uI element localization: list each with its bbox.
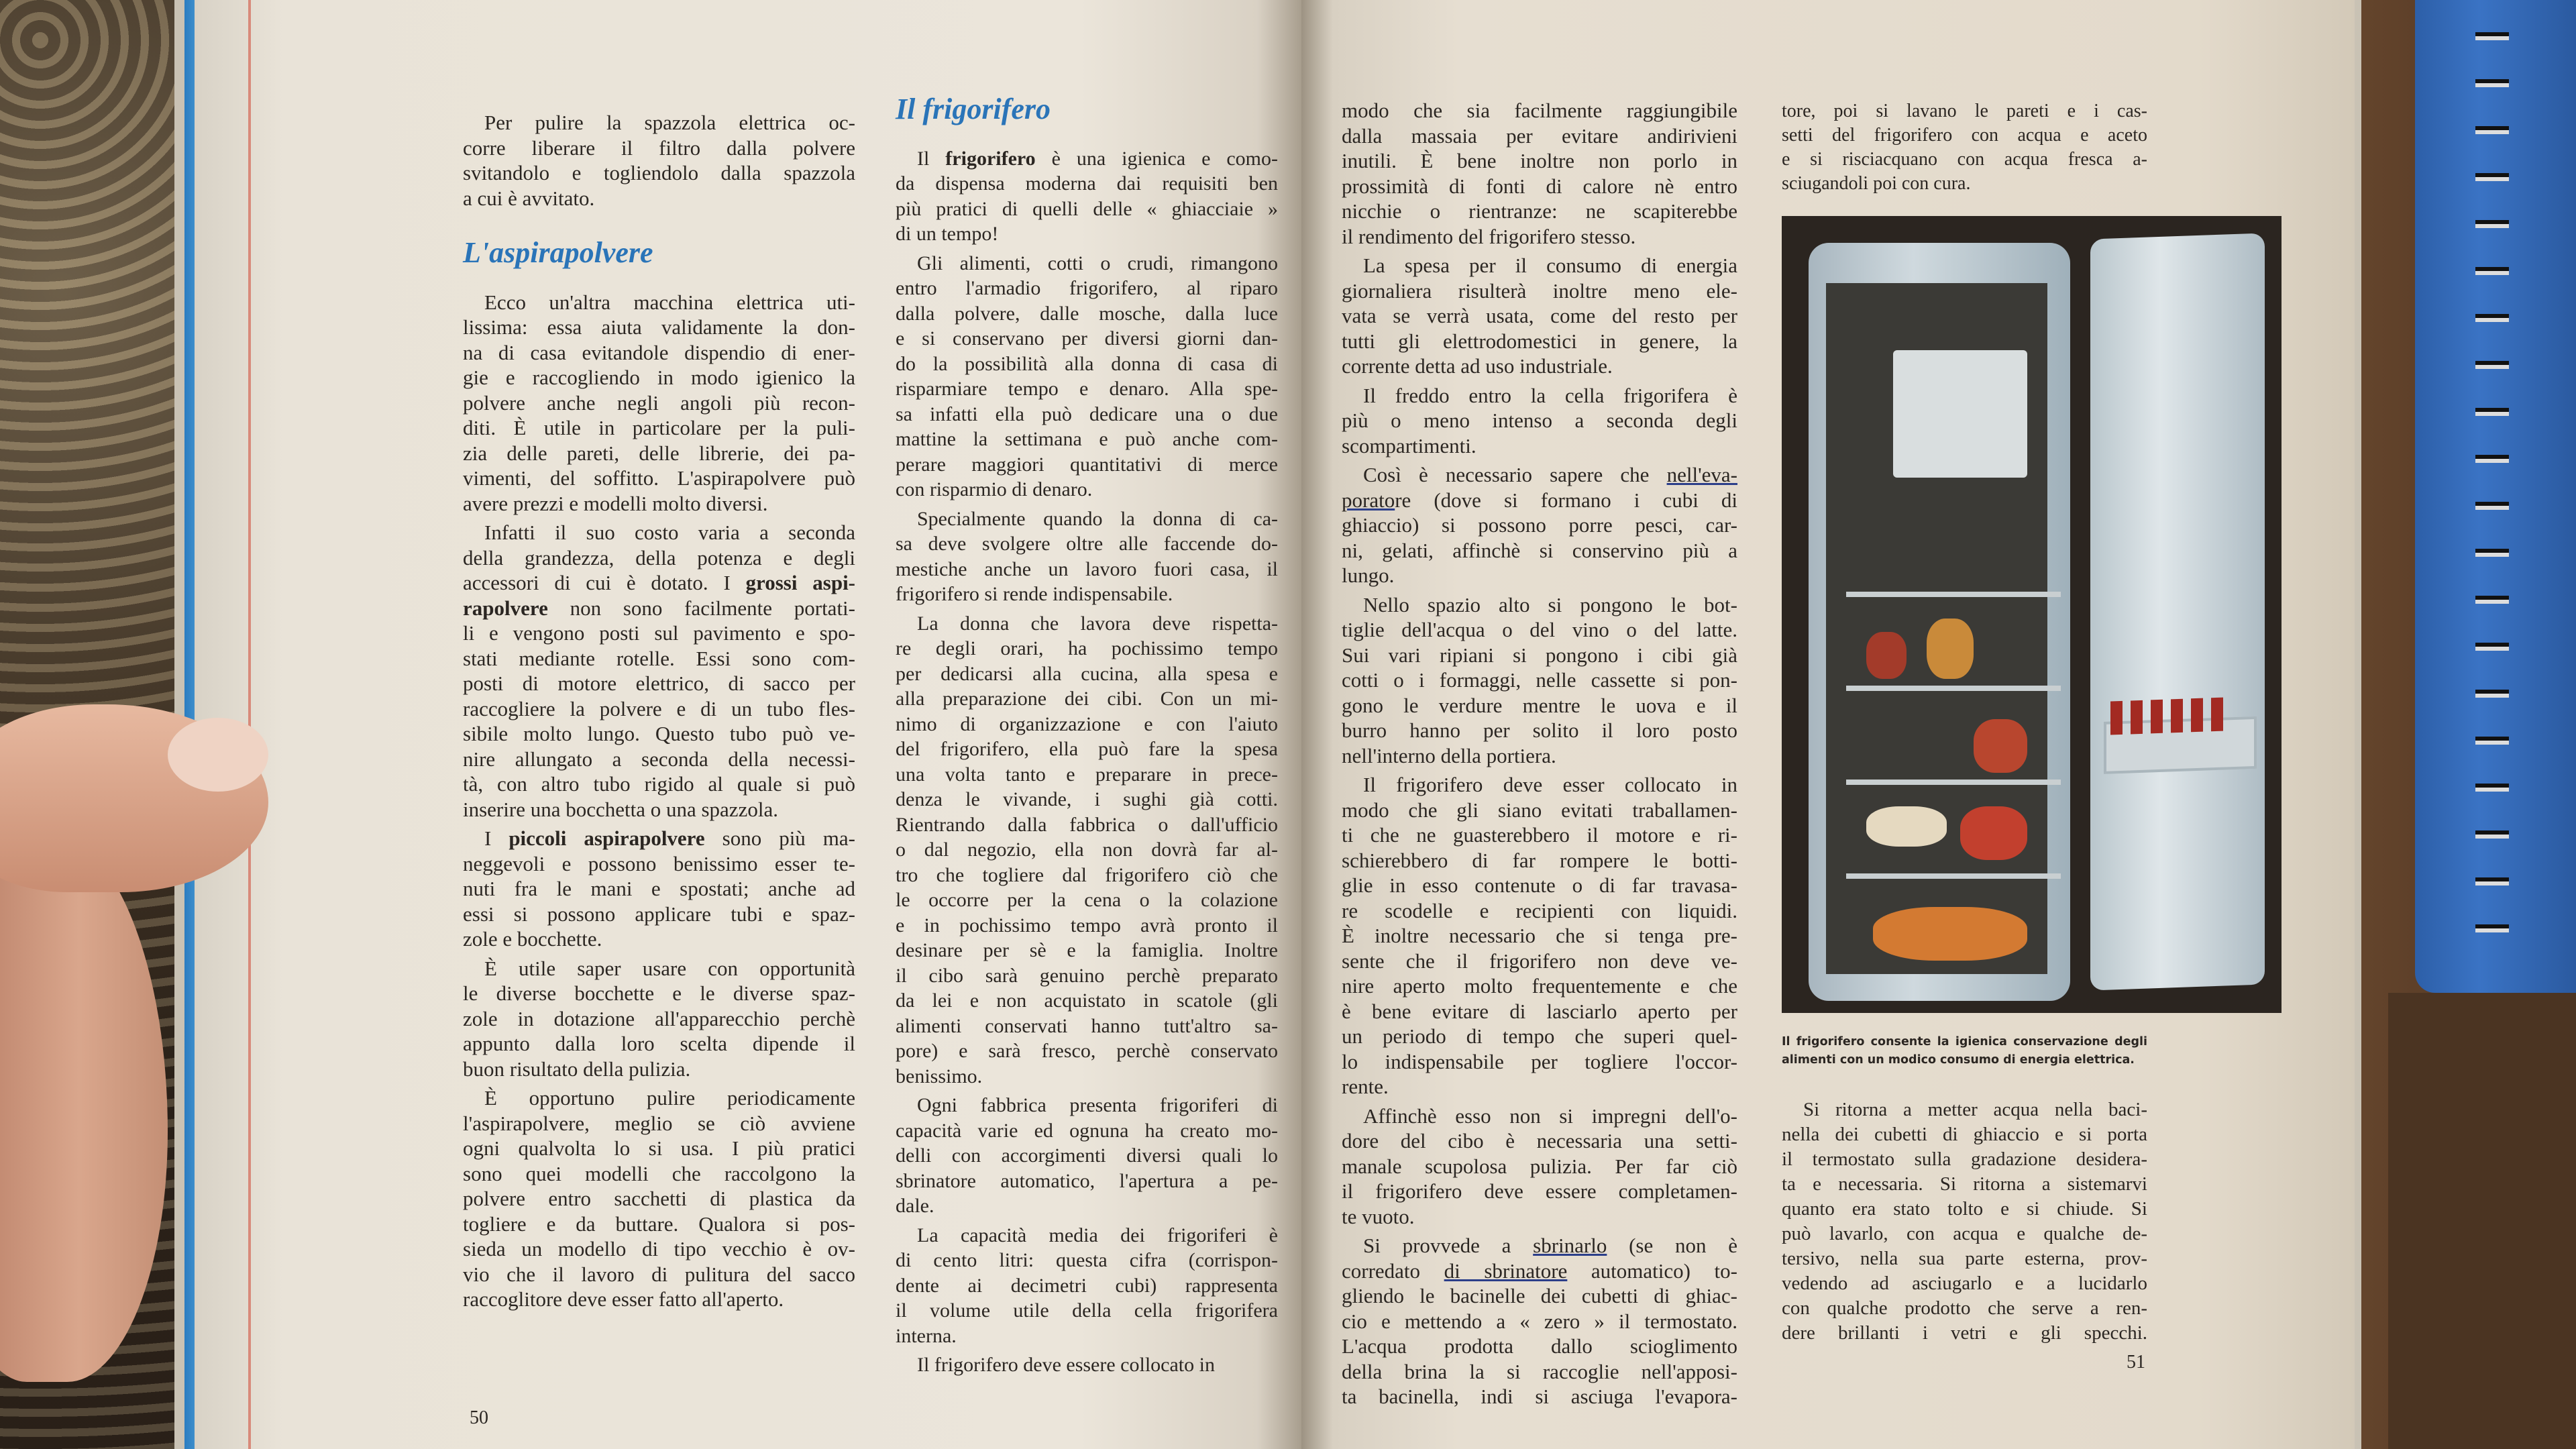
text-line: polvere anche negli angoli più recon-	[463, 390, 855, 415]
text-line: di un tempo!	[896, 223, 999, 245]
text-line: scompartimenti.	[1342, 433, 1477, 458]
text-line: frigorifero si rende indispensabile.	[896, 583, 1173, 605]
text-line: il termostato sulla gradazione desidera-	[1782, 1148, 2147, 1170]
text-line: è bene evitare di lasciarlo aperto per	[1342, 999, 1737, 1023]
thumbnail	[168, 718, 268, 792]
text-line: mestiche anche un lavoro fuori casa, il	[896, 557, 1278, 580]
text-line: svitandolo e togliendolo dalla spazzola	[463, 161, 855, 184]
text-line: Gli alimenti, cotti o crudi, rimangono	[917, 252, 1278, 274]
text-line: tutti gli elettrodomestici in genere, la	[1342, 329, 1737, 353]
right-page-column-2-top	[1782, 95, 2147, 196]
text-line: inutili. È bene inoltre non porlo in	[1342, 149, 1737, 172]
paragraph	[896, 146, 1278, 247]
text-line: re scodelle e recipienti con liquidi.	[1342, 898, 1737, 922]
text-line: Specialmente quando la donna di ca-	[917, 507, 1278, 530]
text-line: a cui è avvitato.	[463, 186, 595, 210]
text-line: di cento litri: questa cifra (corrispon-	[896, 1249, 1278, 1271]
text-line: nuti fra le mani e spostati; anche ad	[463, 877, 855, 900]
fridge-body	[1809, 243, 2070, 1001]
text-line: polvere entro sacchetti di plastica da	[463, 1187, 855, 1210]
text-line: glie in esso contenute o di far travasa-	[1342, 873, 1737, 897]
page-number-left: 50	[470, 1407, 488, 1428]
text-line: del frigorifero, ella può fare la spesa	[896, 738, 1278, 760]
text-line: dalla massaia per evitare andirivieni	[1342, 123, 1737, 148]
right-page-column-2-bottom	[1782, 1093, 2147, 1346]
text-line: accessori di cui è dotato. I grossi aspi-	[463, 571, 855, 594]
text-line: L'acqua prodotta dallo scioglimento	[1342, 1334, 1737, 1358]
text-line: gono le verdure mentre le uova e il	[1342, 693, 1737, 717]
paragraph	[896, 611, 1278, 1089]
text-line: pore) e sarà fresco, perchè conservato	[896, 1040, 1278, 1062]
text-line: le occorre per la cena o la colazione	[896, 889, 1278, 911]
text-line: mattine la settimana e può anche com-	[896, 428, 1278, 450]
food-item	[1866, 806, 1947, 847]
text-line: dalla polvere, dalle mosche, dalla luce	[896, 302, 1278, 325]
text-line: dale.	[896, 1195, 934, 1217]
text-line: li e vengono posti sul pavimento e spo-	[463, 621, 855, 645]
text-line: Infatti il suo costo varia a seconda	[484, 521, 855, 544]
text-line: È utile saper usare con opportunità	[484, 956, 855, 980]
page-number-right: 51	[2127, 1352, 2145, 1373]
text-line: interna.	[896, 1324, 957, 1347]
table-surface	[2388, 993, 2576, 1449]
text-line: da lei e non acquistato in scatole (gli	[896, 989, 1278, 1012]
text-line: vio che il lavoro di pulitura del sacco	[463, 1262, 855, 1286]
text-line: tersivo, nella sua parte esterna, prov-	[1782, 1248, 2147, 1269]
text-line: desinare per sè e la famiglia. Inoltre	[896, 939, 1278, 961]
text-line: neggevoli e possono benissimo esser te-	[463, 851, 855, 875]
bottle	[2110, 701, 2123, 735]
text-line: raccoglitore deve esser fatto all'aperto.	[463, 1287, 784, 1311]
text-line: zole e bocchette.	[463, 927, 602, 951]
text-line: ni, gelati, affinchè si conservino più a	[1342, 538, 1737, 562]
text-line: e in pochissimo tempo avrà pronto il	[896, 914, 1278, 936]
text-line: do la possibilità alla donna di casa di	[896, 352, 1278, 375]
text-line: Sui vari ripiani si pongono i cibi già	[1342, 643, 1737, 667]
text-line: nimo di organizzazione e con l'aiuto	[896, 712, 1278, 735]
text-line: nicchie o rientranze: ne scapiterebbe	[1342, 199, 1737, 223]
text-line: può lavarlo, con acqua e qualche de-	[1782, 1223, 2147, 1244]
fridge-shelf	[1846, 686, 2061, 691]
text-line: setti del frigorifero con acqua e aceto	[1782, 125, 2147, 146]
paragraph	[463, 956, 855, 1082]
text-line: ta bacinella, indi si asciuga l'evapora-	[1342, 1385, 1737, 1408]
text-line: nire aperto molto frequentemente e che	[1342, 974, 1737, 998]
paragraph	[1782, 99, 2147, 196]
text-line: lungo.	[1342, 564, 1395, 587]
text-line: togliere e da buttare. Qualora si pos-	[463, 1212, 855, 1236]
bottle	[2171, 699, 2183, 733]
bottle	[2211, 698, 2223, 732]
text-line: perare maggiori quantitativi di merce	[896, 453, 1278, 476]
text-line: sciugandoli poi con cura.	[1782, 173, 1971, 194]
text-line: le diverse bocchette e le diverse spaz-	[463, 981, 855, 1005]
paragraph	[1342, 462, 1737, 588]
text-line: gliendo le bacinelle dei cubetti di ghiac-	[1342, 1284, 1737, 1307]
freezer-compartment	[1893, 350, 2027, 478]
text-line: con qualche prodotto che serve a ren-	[1782, 1297, 2147, 1319]
text-line: tiglie dell'acqua o del vino o del latte.	[1342, 618, 1737, 641]
left-page-column-1	[463, 106, 855, 1312]
text-line: l'aspirapolvere, meglio se ciò avviene	[463, 1111, 855, 1135]
food-item	[1974, 719, 2027, 773]
text-line: rente.	[1342, 1075, 1389, 1098]
text-line: alla preparazione dei cibi. Con un mi-	[896, 688, 1278, 710]
text-line: È opportuno pulire periodicamente	[484, 1086, 855, 1110]
text-line: dere brillanti i vetri e gli specchi.	[1782, 1322, 2147, 1344]
text-line: Il frigorifero deve esser collocato in	[1363, 773, 1737, 796]
caption-line: Il frigorifero consente la igienica conservazione degli	[1782, 1035, 2147, 1049]
text-line: entro l'armadio frigorifero, al riparo	[896, 277, 1278, 299]
left-page-column-2	[896, 67, 1278, 1378]
fridge-shelf	[1846, 873, 2061, 879]
text-line: Così è necessario sapere che nell'eva-	[1363, 463, 1737, 486]
text-line: Il frigorifero è una igienica e como-	[917, 147, 1279, 170]
text-line: modo che gli siano evitati traballamen-	[1342, 798, 1737, 822]
text-line: prossimità di fonti di calore nè entro	[1342, 174, 1737, 198]
text-line: cotti o i formaggi, nelle cassette si pon-	[1342, 668, 1737, 692]
text-line: un periodo di tempo che superi quel-	[1342, 1024, 1737, 1048]
text-line: burro hanno per solito il loro posto	[1342, 718, 1737, 742]
text-line: Affinchè esso non si impregni dell'o-	[1363, 1104, 1737, 1128]
text-line: na di casa evitandole dispendio di ener-	[463, 340, 855, 364]
text-line: lissima: essa aiuta validamente la don-	[463, 315, 855, 339]
text-line: cio e mettendo a « zero » il termostato.	[1342, 1309, 1737, 1333]
text-line: corre liberare il filtro dalla polvere	[463, 136, 855, 160]
text-line: inserire una bocchetta o una spazzola.	[463, 797, 778, 821]
paragraph	[896, 251, 1278, 502]
paragraph	[463, 520, 855, 822]
text-line: tore, poi si lavano le pareti e i cas-	[1782, 101, 2147, 121]
text-line: raccogliere la polvere e di un tubo fles-	[463, 696, 855, 720]
text-line: Nello spazio alto si pongono le bot-	[1363, 592, 1737, 616]
text-line: e si risciacquano con acqua fresca a-	[1782, 149, 2147, 170]
text-line: poratore (dove si formano i cubi di	[1342, 488, 1737, 512]
text-line: diti. È utile in particolare per la puli-	[463, 416, 855, 439]
text-line: Ogni fabbrica presenta frigoriferi di	[917, 1094, 1278, 1116]
text-line: La donna che lavora deve rispetta-	[917, 612, 1278, 635]
text-line: zole in dotazione all'apparecchio perchè	[463, 1006, 855, 1030]
fridge-shelf	[1846, 780, 2061, 785]
text-line: schierebbero di far rompere le botti-	[1342, 848, 1737, 872]
text-line: Rientrando dalla fabbrica o dall'ufficio	[896, 813, 1278, 836]
vegetable-drawer	[1873, 907, 2027, 961]
paragraph	[896, 506, 1278, 607]
text-line: sente che il frigorifero non deve ve-	[1342, 949, 1737, 973]
text-line: ti che ne guasterebbero il motore e ri-	[1342, 823, 1737, 847]
text-line: quanto era stato tolto e si chiude. Si	[1782, 1198, 2147, 1220]
text-line: con risparmio di denaro.	[896, 478, 1093, 500]
notebook-spiral-binding	[2475, 13, 2509, 953]
text-line: La capacità media dei frigoriferi è	[917, 1224, 1278, 1246]
text-line: te vuoto.	[1342, 1204, 1415, 1228]
text-line: il volume utile della cella frigorifera	[896, 1299, 1278, 1322]
text-line: lo indispensabile per togliere l'occor-	[1342, 1049, 1737, 1073]
fridge-door-open	[2090, 233, 2265, 990]
section-heading: L'aspirapolvere	[463, 236, 653, 269]
section-heading: Il frigorifero	[896, 93, 1051, 125]
paragraph	[463, 826, 855, 952]
paragraph	[1342, 98, 1737, 249]
text-line: ta e necessaria. Si ritorna a sistemarvi	[1782, 1173, 2147, 1195]
fridge-shelf	[1846, 592, 2061, 597]
paragraph	[463, 290, 855, 517]
text-line: Si ritorna a metter acqua nella baci-	[1803, 1099, 2147, 1120]
paragraph	[1342, 592, 1737, 769]
text-line: posti di motore elettrico, di sacco per	[463, 672, 855, 695]
page-edge-line	[248, 0, 251, 1449]
text-line: nire allungato a seconda della necessi-	[463, 747, 855, 771]
paragraph	[1342, 253, 1737, 379]
food-item	[1960, 806, 2027, 860]
bottle	[2131, 700, 2143, 735]
text-line: corredato di sbrinatore automatico) to-	[1342, 1258, 1737, 1283]
text-line: È inoltre necessario che si tenga pre-	[1342, 924, 1737, 947]
text-line: rapolvere non sono facilmente portati-	[463, 596, 855, 620]
text-line: dore del cibo è necessaria una setti-	[1342, 1129, 1737, 1152]
text-line: vata se verrà usata, come del resto per	[1342, 304, 1737, 327]
refrigerator-photo	[1782, 216, 2282, 1013]
text-line: tà, con altro tubo rigido al quale si può	[463, 772, 855, 796]
text-line: per dedicarsi alla cucina, alla spesa e	[896, 662, 1278, 685]
text-line: Il freddo entro la cella frigorifera è	[1363, 383, 1737, 407]
text-line: manale scupolosa pulizia. Per far ciò	[1342, 1154, 1737, 1178]
text-line: sa deve svolgere oltre alle faccende do-	[896, 533, 1278, 555]
text-line: ogni qualvolta lo si usa. I più pratici	[463, 1136, 855, 1160]
text-line: o dal negozio, ella non dovrà far al-	[896, 839, 1278, 861]
text-line: re degli orari, ha pochissimo tempo	[896, 637, 1278, 659]
paragraph	[1342, 1233, 1737, 1409]
text-line: il frigorifero deve essere completamen-	[1342, 1179, 1737, 1203]
text-line: sieda un modello di tipo vecchio è ov-	[463, 1237, 855, 1260]
paragraph	[896, 1223, 1278, 1349]
bottle	[2191, 698, 2203, 733]
text-line: dente ai decimetri cubi) rappresenta	[896, 1274, 1278, 1297]
food-item	[1927, 619, 1974, 679]
text-line: avere prezzi e modelli molto diversi.	[463, 491, 768, 515]
text-line: Ecco un'altra macchina elettrica uti-	[484, 290, 855, 314]
food-item	[1866, 632, 1907, 679]
text-line: corrente detta ad uso industriale.	[1342, 354, 1613, 378]
text-line: zia delle pareti, delle librerie, dei pa-	[463, 441, 855, 465]
paragraph	[896, 1093, 1278, 1219]
text-line: La spesa per il consumo di energia	[1363, 254, 1737, 277]
text-line: modo che sia facilmente raggiungibile	[1342, 99, 1737, 122]
photo-caption	[1782, 1033, 2147, 1069]
text-line: Per pulire la spazzola elettrica oc-	[484, 111, 855, 134]
text-line: vedendo ad asciugarlo e a lucidarlo	[1782, 1273, 2147, 1294]
fridge-interior	[1826, 283, 2047, 974]
text-line: appunto dalla loro scelta dipende il	[463, 1032, 855, 1055]
text-line: giornaliera risulterà inoltre meno ele-	[1342, 278, 1737, 303]
text-line: sbrinatore automatico, l'apertura a pe-	[896, 1169, 1278, 1192]
text-line: ghiaccio) si possono porre pesci, car-	[1342, 513, 1737, 537]
text-line: I piccoli aspirapolvere sono più ma-	[484, 826, 855, 850]
text-line: denza le vivande, i sughi già cotti.	[896, 788, 1278, 810]
text-line: sono quei modelli che raccolgono la	[463, 1161, 855, 1185]
text-line: della brina la si raccoglie nell'apposi-	[1342, 1359, 1737, 1383]
text-line: da dispensa moderna dai requisiti ben	[896, 172, 1278, 195]
bottle	[2151, 700, 2163, 734]
caption-line: alimenti con un modico consumo di energia elettrica.	[1782, 1053, 2135, 1067]
text-line: benissimo.	[896, 1065, 983, 1087]
text-line: nella dei cubetti di ghiaccio e si porta	[1782, 1124, 2147, 1145]
text-line: Si provvede a sbrinarlo (se non è	[1363, 1234, 1737, 1257]
text-line: più pratici di quelli delle « ghiacciaie »	[896, 197, 1278, 220]
right-page-column-1	[1342, 94, 1737, 1409]
text-line: il rendimento del frigorifero stesso.	[1342, 224, 1636, 248]
text-line: stati mediante rotelle. Essi sono com-	[463, 646, 855, 670]
text-line: risparmiare tempo e denaro. Alla spe-	[896, 378, 1278, 400]
paragraph	[1342, 383, 1737, 459]
text-line: nell'interno della portiera.	[1342, 743, 1556, 767]
paragraph	[1342, 1104, 1737, 1230]
text-line: sa infatti ella può dedicare una o due	[896, 402, 1278, 425]
paragraph	[896, 1352, 1278, 1378]
text-line: il cibo sarà genuino perchè preparato	[896, 964, 1278, 987]
paragraph	[463, 110, 855, 211]
text-line: tro che togliere dal frigorifero ciò che	[896, 863, 1278, 886]
text-line: più o meno intenso a seconda degli	[1342, 409, 1737, 432]
text-line: e si conservano per diversi giorni dan-	[896, 327, 1278, 350]
text-line: sibile molto lungo. Questo tubo può ve-	[463, 722, 855, 745]
text-line: buon risultato della pulizia.	[463, 1057, 691, 1081]
text-line: delli con accorgimenti diversi quali lo	[896, 1144, 1278, 1167]
text-line: della grandezza, della potenza e degli	[463, 545, 855, 570]
text-line: Il frigorifero deve essere collocato in	[917, 1354, 1215, 1376]
text-line: essi si possono applicare tubi e spaz-	[463, 902, 855, 926]
paragraph	[1342, 772, 1737, 1099]
text-line: gie e raccogliendo in modo igienico la	[463, 366, 855, 389]
text-line: alimenti conservati hanno tutt'altro sa-	[896, 1014, 1278, 1037]
paragraph	[1782, 1097, 2147, 1346]
text-line: vimenti, del soffitto. L'aspirapolvere può	[463, 466, 855, 490]
paragraph	[463, 1085, 855, 1312]
text-line: una volta tanto e preparare in prece-	[896, 763, 1278, 786]
text-line: capacità varie ed ognuna ha creato mo-	[896, 1119, 1278, 1142]
